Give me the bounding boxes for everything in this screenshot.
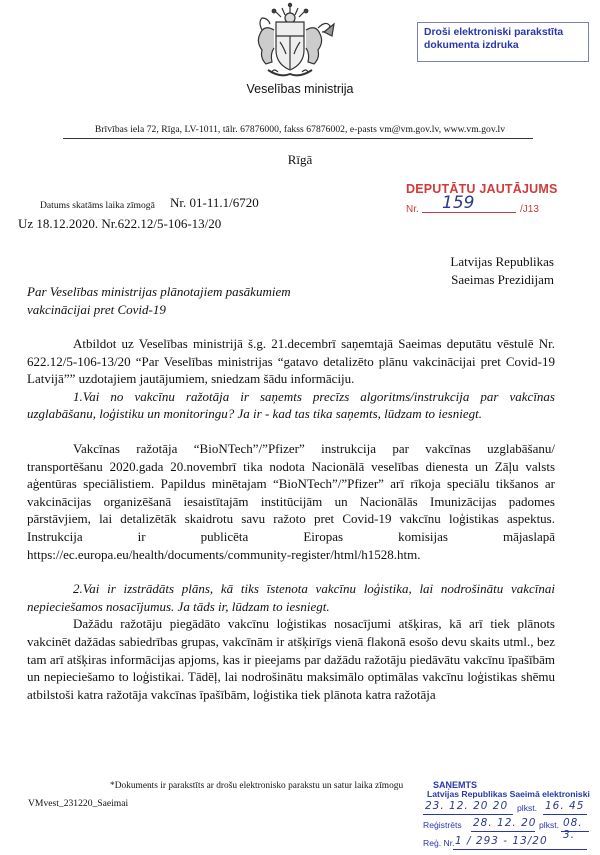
file-reference: VMvest_231220_Saeimai xyxy=(28,798,129,809)
registered-date: 28. 12. 20 xyxy=(473,817,537,829)
e-signature-stamp xyxy=(417,22,589,62)
document-number: Nr. 01-11.1/6720 xyxy=(170,195,259,210)
date-note: Datums skatāms laika zīmogā xyxy=(40,200,155,211)
answer-1: Vakcīnas ražotāja “BioNTech”/”Pfizer” instrukcija par vakcīnas uzglabāšanu/ transportēšanu 2020.gada 20.novembrī tika nodota Nacionālā veselības dienesta un Zāļu valsts aģentūras speciālistiem. Papildus minētajam “BioNTech”/”Pfizer” arī rīkoja speciālu tikšanos ar vakcinācijas organizēšanā iesaistītajām institūcijām un Nacionālās Imunizācijas padomes pārstāvjiem, lai detalizētāk skaidrotu savu ražoto pret Covid-19 vakcīnu loģistikas aspektus. Instrukcija ir publicēta Eiropas komisijas mājaslapā https://ec.europa.eu/health/documents/community-register/html/h1528.htm. xyxy=(27,440,555,562)
latvia-coat-of-arms-icon xyxy=(240,2,340,84)
registration-stamp xyxy=(421,780,591,854)
reg-nr-label: Reģ. Nr. xyxy=(423,838,455,848)
deputy-question-stamp xyxy=(400,182,560,226)
received-time-label: plkst. xyxy=(517,803,538,813)
reg-nr: 1 / 293 - 13/20 xyxy=(455,835,548,847)
ministry-address: Brīvības iela 72, Rīga, LV-1011, tālr. 67876000, fakss 67876002, e-pasts vm@vm.gov.lv, www.vm.gov.lv xyxy=(94,124,506,135)
signature-footnote: *Dokuments ir parakstīts ar drošu elektronisko parakstu un satur laika zīmogu xyxy=(110,781,404,791)
ministry-name: Veselības ministrija xyxy=(246,82,354,96)
registered-time: 08. 3. xyxy=(563,817,583,841)
registration-stamp-title: SAŅEMTS xyxy=(433,780,478,790)
registered-time-label: plkst. xyxy=(539,820,560,830)
body-paragraph-intro: Atbildot uz Veselības ministrijā š.g. 21.decembrī saņemtajā Saeimas deputātu vēstulē Nr. 622.12/5-106-13/20 “Par Veselības ministrijas “gatavo detalizēto plānu vakcinācijai pret Covid-19 Latvijā”” uzdotajiem jautājumiem, sniedzam šādu informāciju. xyxy=(27,336,555,387)
deputy-stamp-nr-label: Nr. xyxy=(406,204,419,215)
question-1: 1.Vai no vakcīnu ražotāja ir saņemts precīzs algoritms/instrukcija par vakcīnas uzglabāšanu, loģistiku un monitoringu? Ja ir - kad tas tika saņemts, lūdzam to iesniegt. xyxy=(27,388,555,422)
deputy-stamp-number: 159 xyxy=(442,193,475,213)
recipient xyxy=(450,253,554,289)
answer-2: Dažādu ražotāju piegādāto vakcīnu loģistikas nosacījumi atšķiras, kā arī tiek plānots vakcinēt dažādas sabiedrības grupas, vakcīnām ir atšķirīgs vienā flakonā esošo devu skaits utml., bez tam arī atšķiras informācijas apjoms, kas ir pieejams par dažādu ražotāju piedāvātu vakcīnu īpašībām un nepieciešamo to loģistikai. Tādēļ, lai nodrošinātu maksimālo optimālas vakcīnu loģistikas shēmu atbilstoši katra ražotāja vakcīnas īpašībām, loģistika tiek plānota katra ražotāja xyxy=(27,616,555,702)
letterhead-divider xyxy=(63,138,533,139)
letter-body xyxy=(27,335,555,703)
e-signature-stamp-line1: Droši elektroniski parakstīta xyxy=(424,27,564,38)
city: Rīgā xyxy=(287,152,313,167)
recipient-line2: Saeimas Prezidijam xyxy=(451,272,554,287)
registered-label: Reģistrēts xyxy=(423,820,462,830)
e-signature-stamp-line2: dokumenta izdruka xyxy=(424,40,519,51)
registration-stamp-org: Latvijas Republikas Saeimā elektroniski xyxy=(427,789,590,799)
letter-subject: Par Veselības ministrijas plānotajiem pasākumiem vakcinācijai pret Covid-19 xyxy=(27,284,291,317)
received-date: 23. 12. 20 20 xyxy=(425,800,509,812)
reply-to-reference: Uz 18.12.2020. Nr.622.12/5-106-13/20 xyxy=(18,216,222,231)
received-time: 16. 45 xyxy=(545,800,585,812)
deputy-stamp-suffix: /J13 xyxy=(520,204,539,215)
recipient-line1: Latvijas Republikas xyxy=(450,254,554,269)
question-2: 2.Vai ir izstrādāts plāns, kā tiks īstenota vakcīnu loģistika, lai nodrošinātu vakcīnai nepieciešamos nosacījumus. Ja tāds ir, lūdzam to iesniegt. xyxy=(27,581,555,614)
deputy-stamp-title: DEPUTĀTU JAUTĀJUMS xyxy=(406,182,558,196)
